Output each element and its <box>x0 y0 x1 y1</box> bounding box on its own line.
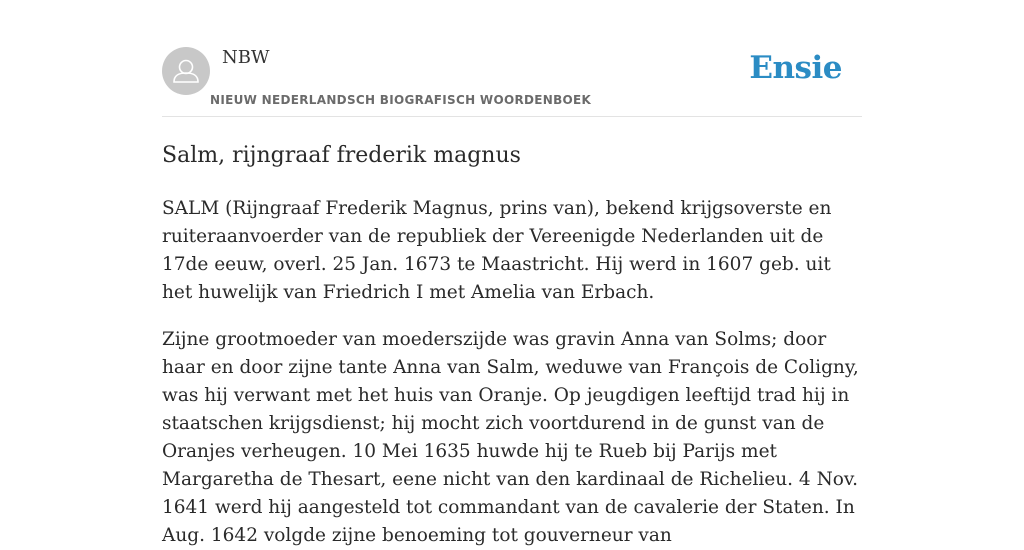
user-icon <box>162 47 210 95</box>
source-header <box>162 0 862 117</box>
article-title: Salm, rijngraaf frederik magnus <box>162 143 521 168</box>
brand-logo[interactable]: Ensie <box>749 50 842 86</box>
article-paragraph: Zijne grootmoeder van moederszijde was gravin Anna van Solms; door haar en door zijne tante Anna van Salm, weduwe van François de Coligny, was hij verwant met het huis van Oranje. Op jeugdigen leeftijd trad hij in staatschen krijgsdienst; hij mocht zich voortdurend in de gunst van de Oranjes verheugen. 10 Mei 1635 huwde hij te Rueb bij Parijs met Margaretha de Thesart, eene nicht van den kardinaal de Richelieu. 4 Nov. 1641 werd hij aangesteld tot commandant van de cavalerie der Staten. In Aug. 1642 volgde zijne benoeming tot gouverneur van <box>162 329 859 546</box>
article-paragraph: SALM (Rijngraaf Frederik Magnus, prins van), bekend krijgsoverste en ruiteraanvoerder van de republiek der Vereenigde Nederlanden uit de 17de eeuw, overl. 25 Jan. 1673 te Maastricht. Hij werd in 1607 geb. uit het huwelijk van Friedrich I met Amelia van Erbach. <box>162 198 832 303</box>
page-content <box>162 0 862 550</box>
avatar[interactable] <box>162 47 210 95</box>
source-subtitle: NIEUW NEDERLANDSCH BIOGRAFISCH WOORDENBOEK <box>210 93 592 107</box>
source-name[interactable]: NBW <box>222 47 270 68</box>
